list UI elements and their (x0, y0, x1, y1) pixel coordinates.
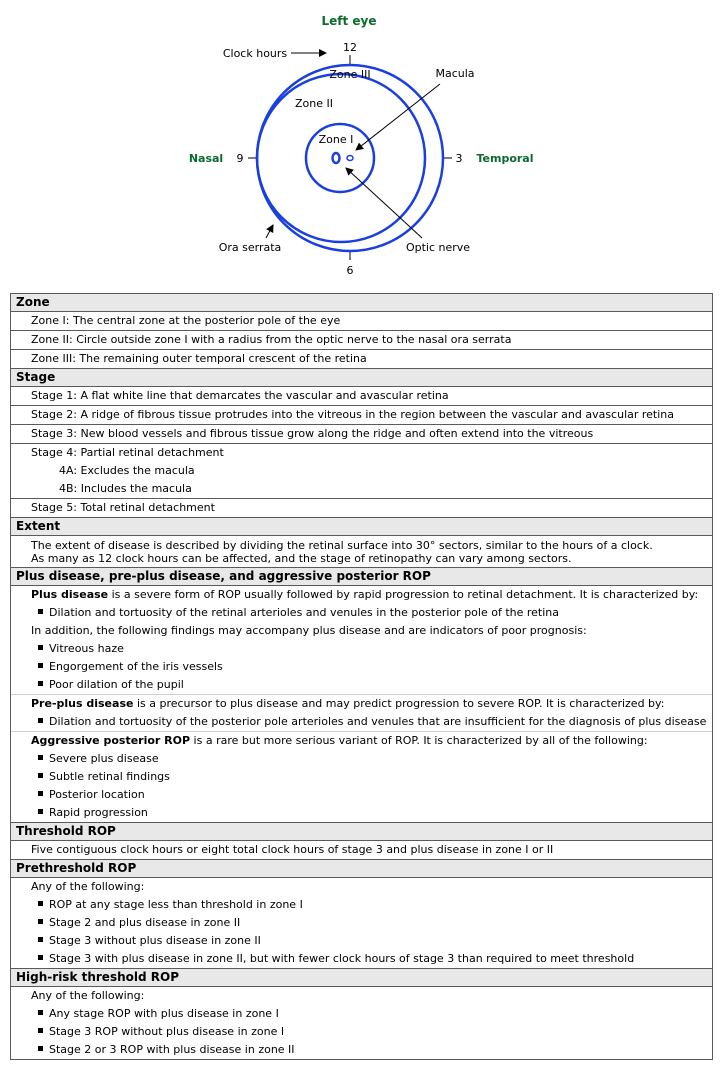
zone-header: Zone (11, 294, 713, 312)
preplus-text: is a precursor to plus disease and may predict progression to severe ROP. It is characterized by: (133, 697, 665, 710)
plus-bullet-3: Engorgement of the iris vessels (11, 658, 712, 676)
highrisk-bullet-2: Stage 3 ROP without plus disease in zone I (11, 1023, 712, 1041)
nasal-label: Nasal (188, 152, 224, 165)
ap-bullet-1: Severe plus disease (11, 750, 712, 768)
highrisk-header: High-risk threshold ROP (11, 969, 713, 987)
prethreshold-header: Prethreshold ROP (11, 860, 713, 878)
stage-row-5: Stage 5: Total retinal detachment (31, 501, 215, 514)
zone-row-1: Zone I: The central zone at the posterior pole of the eye (31, 314, 341, 327)
plus-bullet-2: Vitreous haze (11, 640, 712, 658)
extent-header: Extent (11, 518, 713, 536)
prethreshold-bullet-1: ROP at any stage less than threshold in zone I (11, 896, 712, 914)
ap-bullet-2: Subtle retinal findings (11, 768, 712, 786)
stage-row-4: Stage 4: Partial retinal detachment (31, 446, 224, 459)
preplus-bullet-1: Dilation and tortuosity of the posterior pole arterioles and venules that are insufficient for the diagnosis of plus disease (11, 713, 712, 731)
plus-disease-term: Plus disease (31, 588, 109, 601)
macula-shape (347, 156, 353, 161)
zone-i-label: Zone I (318, 133, 354, 146)
hour-12-label: 12 (343, 41, 357, 54)
macula-arrow (356, 84, 440, 150)
stage-header: Stage (11, 369, 713, 387)
hour-3-label: 3 (455, 152, 463, 165)
ap-bullet-3: Posterior location (11, 786, 712, 804)
zone-ii-circle (257, 74, 425, 242)
zone-iii-label: Zone III (329, 68, 371, 81)
zone-iii-outer-circle (257, 65, 443, 251)
ora-serrata-label: Ora serrata (218, 241, 282, 254)
zone-row-3: Zone III: The remaining outer temporal crescent of the retina (31, 352, 367, 365)
ap-rop-intro (11, 732, 712, 750)
optic-nerve-label: Optic nerve (405, 241, 471, 254)
ap-rop-term: Aggressive posterior ROP (31, 734, 191, 747)
temporal-label: Temporal (476, 152, 534, 165)
preplus-term: Pre-plus disease (31, 697, 134, 710)
stage-row-1: Stage 1: A flat white line that demarcates the vascular and avascular retina (31, 389, 449, 402)
eye-zone-diagram (0, 0, 724, 290)
rop-classification-table (10, 293, 713, 1060)
plus-bullet-1: Dilation and tortuosity of the retinal arterioles and venules in the posterior pole of the retina (11, 604, 712, 622)
macula-label: Macula (435, 67, 475, 80)
preplus-intro (11, 695, 712, 713)
threshold-text: Five contiguous clock hours or eight total clock hours of stage 3 and plus disease in zone I or II (31, 843, 554, 856)
prethreshold-bullet-2: Stage 2 and plus disease in zone II (11, 914, 712, 932)
plus-header: Plus disease, pre-plus disease, and aggressive posterior ROP (11, 568, 713, 586)
diagram-title: Left eye (321, 14, 377, 28)
prethreshold-bullet-4: Stage 3 with plus disease in zone II, but with fewer clock hours of stage 3 than required to meet threshold (11, 950, 712, 968)
ap-rop-text: is a rare but more serious variant of ROP. It is characterized by all of the following: (190, 734, 648, 747)
highrisk-bullet-3: Stage 2 or 3 ROP with plus disease in zone II (11, 1041, 712, 1059)
ap-bullet-4: Rapid progression (11, 804, 712, 822)
zone-row-2: Zone II: Circle outside zone I with a radius from the optic nerve to the nasal ora serrata (31, 333, 512, 346)
optic-nerve-shape (333, 153, 340, 163)
plus-disease-intro (11, 586, 712, 604)
stage-row-2: Stage 2: A ridge of fibrous tissue protrudes into the vitreous in the region between the vascular and avascular retina (31, 408, 675, 421)
plus-additional: In addition, the following findings may accompany plus disease and are indicators of poor prognosis: (31, 624, 587, 637)
stage-row-4b: 4B: Includes the macula (59, 482, 192, 495)
zone-ii-label: Zone II (295, 97, 333, 110)
stage-row-3: Stage 3: New blood vessels and fibrous tissue grow along the ridge and often extend into the vitreous (31, 427, 594, 440)
highrisk-intro: Any of the following: (31, 989, 145, 1002)
plus-disease-text: is a severe form of ROP usually followed by rapid progression to retinal detachment. It is characterized by: (108, 588, 699, 601)
threshold-header: Threshold ROP (11, 823, 713, 841)
hour-6-label: 6 (346, 264, 354, 277)
ora-serrata-arrow (266, 225, 273, 238)
plus-bullet-4: Poor dilation of the pupil (11, 676, 712, 694)
clock-hours-label: Clock hours (222, 47, 288, 60)
highrisk-bullet-1: Any stage ROP with plus disease in zone I (11, 1005, 712, 1023)
prethreshold-bullet-3: Stage 3 without plus disease in zone II (11, 932, 712, 950)
hour-9-label: 9 (236, 152, 244, 165)
prethreshold-intro: Any of the following: (31, 880, 145, 893)
extent-line-1: The extent of disease is described by dividing the retinal surface into 30° sectors, similar to the hours of a clock. (31, 539, 653, 552)
extent-line-2: As many as 12 clock hours can be affected, and the stage of retinopathy can vary among sectors. (31, 552, 572, 565)
stage-row-4a: 4A: Excludes the macula (59, 464, 195, 477)
